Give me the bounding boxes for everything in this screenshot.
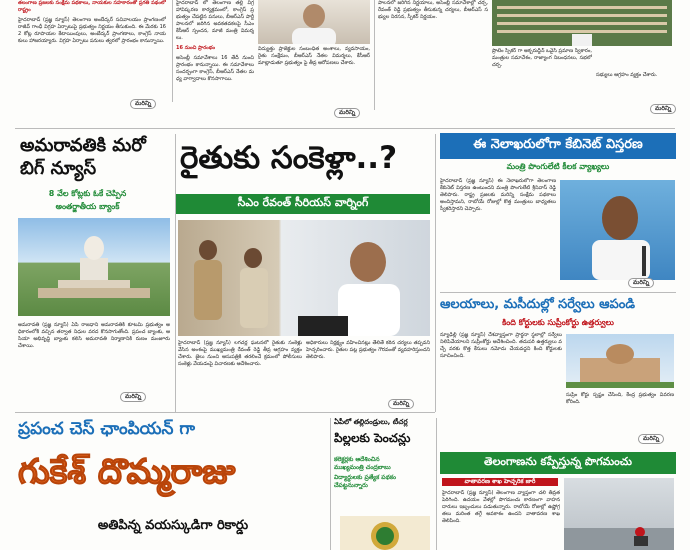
ap-b2: ముఖ్యమంత్రి చంద్రబాబు [334,464,391,471]
top-mid-col2-text: విద్యుత్తు ప్రాజెక్టుల సంబంధిత అంశాలు, వ్యవసాయం, రైతు సంక్షేమం, బీఆర్ఎస్ నేతల విమర్శలు, కేసీఆర్ మాట్లాడుతూ ప్రభుత్వం పై తీవ్ర ఆరోపణలు చేశారు. [258,46,370,66]
raithu-banner: సీఎం రేవంత్ సీరియస్ వార్నింగ్ [176,194,430,214]
top-left-body: హైదరాబాద్ (ప్రజ్ఞ న్యూస్) తెలంగాణ అంబేద్కర్ సచివాలయం ప్రాంగణంలో రాజీవ్ గాంధీ విగ్రహ ఏర్పాటుపై ప్రభుత్వం నిర్ణయం తీసుకుంది. ఈ మేరకు 162 కోట్ల రూపాయల కేటాయింపులు, అంబేద్కర్ ప్రాంగణాలు, కాంగ్రెస్ నాయకులు హాజరయ్యారు. విగ్రహ ఏర్పాటు పనులు త్వరలో ప్రారంభం కానున్నాయి. [18,17,166,44]
raithu-headline [180,138,430,182]
cabinet-body [440,178,556,278]
fog-body-text: హైదరాబాద్ (ప్రజ్ఞ న్యూస్) తెలంగాణ వ్యాప్తంగా చలి తీవ్రత పెరిగింది. ఉదయం వేళల్లో పొగమంచు కారణంగా వాహనదారులు ఇబ్బందులు పడుతున్నారు. రాబోయే రోజుల్లో ఉష్ణోగ్రతలు మరింత తగ్గే అవకాశం ఉందని వాతావరణ శాఖ తెలిపింది. [442,490,560,524]
top-right-col2 [492,48,592,108]
top-right-col3-text: సభ్యులు ఆగ్రహం వ్యక్తం చేశారు. [596,72,658,78]
divider [436,418,437,550]
top-mid-col1-text: హైదరాబాద్ లో తెలంగాణ తల్లి విగ్రహావిష్కరణ కార్యక్రమంలో, కాంగ్రెస్ ప్రభుత్వం చేపట్టిన పనులు, బీఆర్ఎస్ పార్టీ పాలనలో జరిగిన అవకతవకలపై సీఎం కేసీఆర్ స్పందన, మాజీ మంత్రి విమర్శలు. [176,0,254,41]
amaravati-body-text: అమరావతి (ప్రజ్ఞ న్యూస్) ఏపీ రాజధాని అమరావతికి కూటమి ప్రభుత్వం అధికారంలోకి వచ్చిన తర్వాత నిధుల వరద కొనసాగుతోంది. ప్రపంచ బ్యాంకు, ఆసియా అభివృద్ధి బ్యాంకు కలిసి అమరావతి నిర్మాణానికి రుణం మంజూరు చేశాయి. [18,322,170,349]
cabinet-sub: మంత్రి పొంగులేటి కీలక వ్యాఖ్యలు [506,162,610,171]
more-button-5[interactable]: మరిన్ని [388,399,414,409]
raithu-col2-text: అధికారులు నిర్లక్ష్యం వహించినట్లు తేలితే కఠిన చర్యలు తప్పవని హెచ్చరించారు. రైతుల పట్ల ప్రభుత్వం గౌరవంతో వ్యవహరిస్తుందని తెలిపారు. [306,340,430,360]
assembly-photo [492,0,672,46]
divider [330,418,331,550]
top-mid-col1 [176,0,254,110]
top-right-col2-text: ప్రొటెం స్పీకర్ గా అక్బరుద్దీన్ ఒవైసీ ప్రమాణ స్వీకారం, మంత్రుల సమావేశం, రాజ్యాంగ నిబంధనలు, సభలో చర్చ. [492,48,592,68]
mosque-headline: ఆలయాలు, మసీదుల్లో సర్వేలు ఆపండి [440,297,635,312]
top-right-col1-text: పాలనలో జరిగిన నిర్ణయాలు, అసెంబ్లీ సమావేశాల్లో చర్చ, రేవంత్ రెడ్డి ప్రభుత్వం తీసుకున్న చర్యలు, బీఆర్ఎస్ సభ్యుల నిరసన, స్పీకర్ నిర్ణయం. [378,0,488,20]
gukesh-pre: ప్రపంచ చెస్ ఛాంపియన్ గా [18,419,196,439]
kcr-photo [258,0,370,44]
mosque-side-text: సుప్రీం కోర్టు స్పష్టం చేసింది, కేంద్ర ప్రభుత్వం వివరణ కోరింది. [566,392,674,405]
person-photo-icon [258,0,370,44]
more-button-6[interactable]: మరిన్ని [628,278,654,288]
supreme-court-photo [566,334,674,388]
mosque-body [440,332,562,414]
ap-b3: విద్యార్థులకు ప్రత్యేక పథకం [334,474,396,481]
divider [15,128,675,129]
foggy-road-icon [564,478,674,550]
cabinet-headline: ఈ నెలాఖరులోగా కేబినెట్ విస్తరణ [440,133,676,159]
top-left-intro: తలంగాణ ప్రజలకు సంక్షేమ పథకాలు, నాయకుల సహకారంతో ప్రగతి పథంలో రాష్ట్రం [18,0,166,13]
ap-emblem-photo [340,516,430,550]
fog-body [442,490,560,550]
top-mid-col1b: అసెంబ్లీ సమావేశాలు 16 తేదీ నుంచి ప్రారంభం కానున్నాయి. ఈ సమావేశాలు సందర్భంగా కాంగ్రెస్, బీఆర్ఎస్ నేతల మధ్య వాగ్వాదాలు కొనసాగాయి. [176,55,254,82]
divider [374,0,375,110]
emblem-icon [340,516,430,550]
ap-headline: పిల్లలకు పెంచన్లు [334,431,411,445]
more-button-2[interactable]: మరిన్ని [334,108,360,118]
raithu-col2 [306,340,430,406]
gukesh-name: గుకేశ్ దొమ్మరాజు [18,452,236,492]
police-and-cm-icon [178,220,430,336]
ponguleti-photo [560,180,675,280]
ap-bullets [334,456,434,516]
ap-pre: ఏపీలో తల్లిదండ్రులు, టీచర్ల [334,418,408,426]
gukesh-sub: అతిపిన్న వయస్కుడిగా రికార్డు [97,518,249,533]
more-button-3[interactable]: మరిన్ని [650,104,676,114]
top-left-article [18,0,166,102]
assembly-hall-icon [492,0,672,46]
divider [440,292,676,293]
court-building-icon [566,334,674,388]
more-button-4[interactable]: మరిన్ని [120,392,146,402]
fog-photo [564,478,674,550]
mosque-body-text: న్యూఢిల్లీ (ప్రజ్ఞ న్యూస్) దేశవ్యాప్తంగా ప్రార్థనా స్థలాల్లో సర్వేలు నిలిపివేయాలని సుప్రీంకోర్టు ఆదేశించింది. తదుపరి ఉత్తర్వులు వచ్చే వరకు కొత్త కేసులు నమోదు చేయవద్దని కింది కోర్టులకు సూచించింది. [440,332,562,359]
raithu-col1-text: హైదరాబాద్ (ప్రజ్ఞ న్యూస్) లగచర్ల ఘటనలో రైతుకు సంకెళ్లు వేసిన అంశంపై ముఖ్యమంత్రి రేవంత్ రెడ్డి తీవ్ర ఆగ్రహం వ్యక్తం చేశారు. జైలు నుంచి ఆసుపత్రికి తరలించే క్రమంలో పోలీసులు సంకెళ్లు వేయడంపై విచారణకు ఆదేశించారు. [178,340,302,367]
fog-sub: వాతావరణ శాఖ హెచ్చరిక జారీ [442,478,558,486]
fog-headline: తెలంగాణను కప్పేస్తున్న పొగమంచు [440,452,676,474]
ap-b4: చేపట్టనున్నారు [334,482,368,489]
divider [175,134,176,412]
ap-b1: కలెక్టర్లకు ఆదేశించిన [334,456,380,463]
mosque-side [566,392,674,414]
minister-photo-icon [560,180,675,280]
amaravati-photo [18,218,170,316]
raithu-col1 [178,340,302,406]
amaravati-body [18,322,170,394]
more-button-7[interactable]: మరిన్ని [638,434,664,444]
amaravati-sub1: 8 వేల కోట్లకు ఓకే చెప్పిన [48,189,127,198]
amaravati-sub2: అంతర్జాతీయ బ్యాంక్ [55,202,120,211]
top-right-col1 [378,0,488,108]
divider [15,412,435,413]
raithu-headline-text: రైతుకు సంకెళ్లా..? [180,140,398,176]
top-right-col3 [596,72,672,102]
amaravati-headline: అమరావతికి మరో బిగ్ న్యూస్ [20,135,146,179]
top-mid-label: 16 నుంచి ప్రారంభం [176,45,215,51]
top-mid-col2 [258,46,370,106]
divider [435,134,436,412]
divider [172,0,173,102]
revanth-photo [178,220,430,336]
cabinet-body-text: హైదరాబాద్ (ప్రజ్ఞ న్యూస్) ఈ నెలాఖరులోగా తెలంగాణ కేబినెట్ విస్తరణ ఉంటుందని మంత్రి పొంగులేటి శ్రీనివాస్ రెడ్డి తెలిపారు. రాష్ట్ర ప్రజలకు మరిన్ని సంక్షేమ పథకాలు అందిస్తామని, రాబోయే రోజుల్లో కొత్త మంత్రులు బాధ్యతలు స్వీకరిస్తారని చెప్పారు. [440,178,556,212]
more-button-1[interactable]: మరిన్ని [130,99,156,109]
buddha-statue-icon [18,218,170,316]
mosque-sub: కింది కోర్టులకు సుప్రీంకోర్టు ఉత్తర్వులు [502,318,614,327]
